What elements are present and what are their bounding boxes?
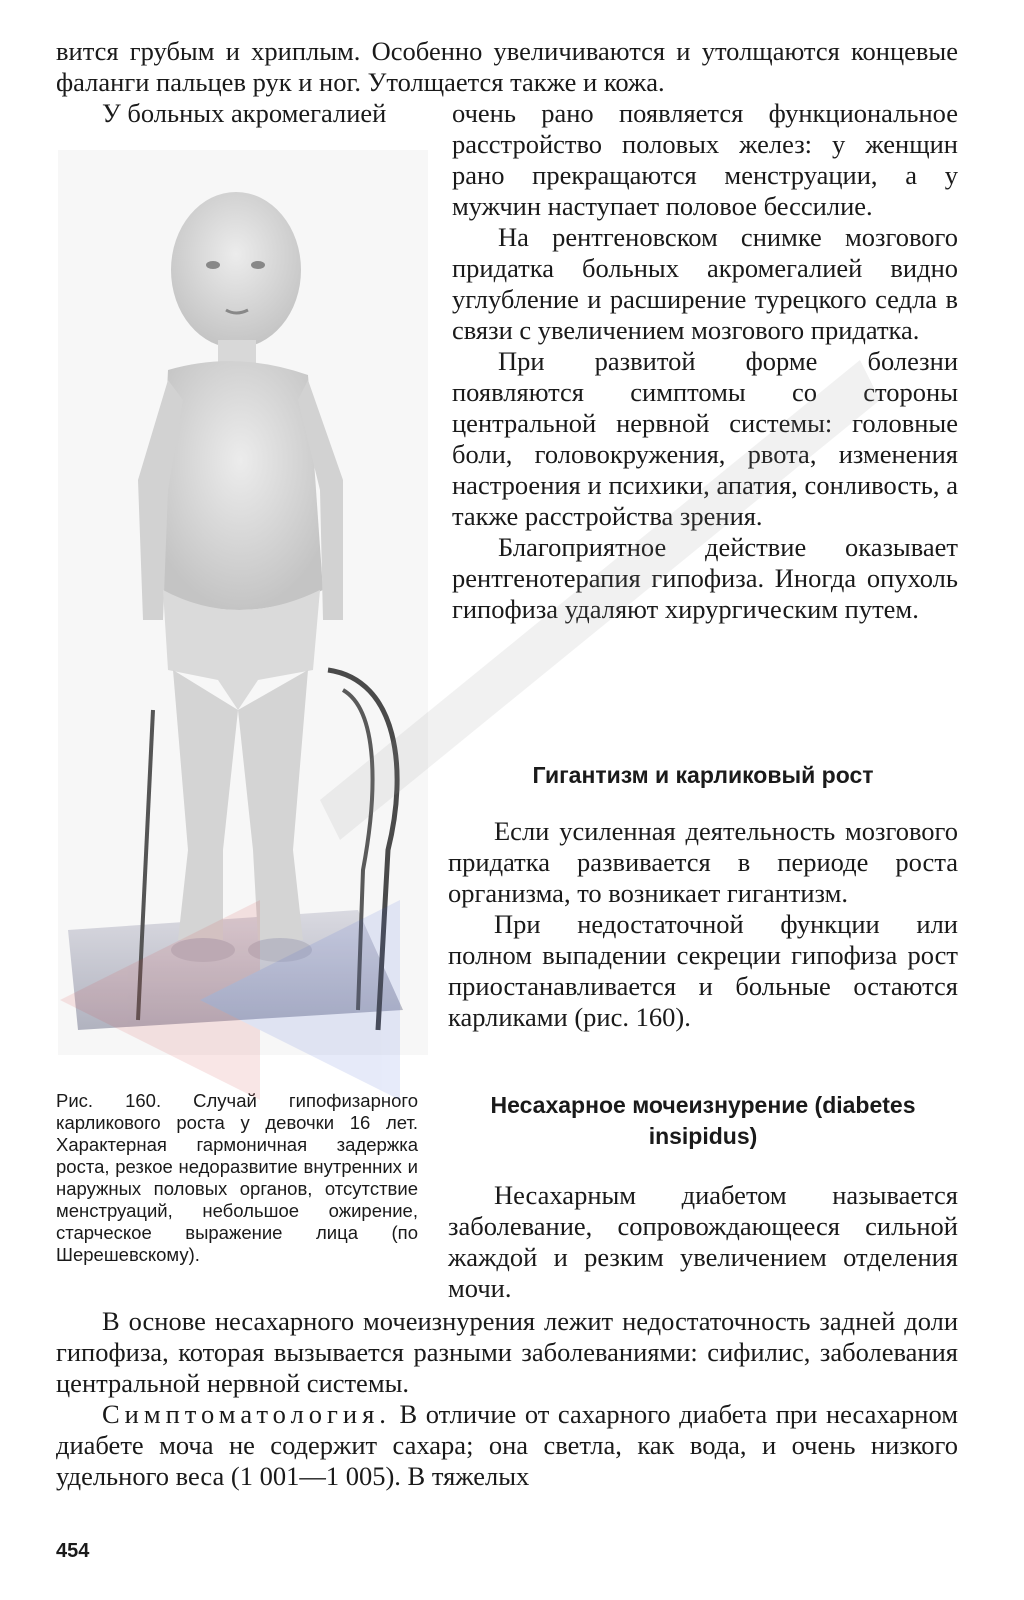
right-column-top <box>452 98 958 625</box>
bottom-text <box>56 1306 958 1492</box>
paragraph-symptomatology <box>56 1399 958 1492</box>
photo-girl-dwarfism <box>58 150 428 1055</box>
intro-lead <box>56 98 446 129</box>
figure-photo <box>58 150 428 1055</box>
paragraph-diabetes-definition: Несахарным диабетом называется заболевание, сопровождающееся сильной жаждой и резким увеличением отделения мочи. <box>448 1180 958 1303</box>
symptomatology-lead: Симптоматология. <box>102 1399 391 1429</box>
paragraph-cns-symptoms: При развитой форме болезни появляются симптомы со стороны центральной нервной системы: головные боли, головокружения, рвота, изменения настроения и психики, апатия, сонливость, а также расстройства зрения. <box>452 346 958 531</box>
paragraph-cause: В основе несахарного мочеизнурения лежит недостаточность задней доли гипофиза, которая вызывается разными заболеваниями: сифилис, заболевания центральной нервной системы. <box>56 1306 958 1398</box>
symptomatology-text: В отличие от сахарного диабета при несахарном диабете моча не содержит сахара; она светла, как вода, и очень низкого удельного веса (1 001—1 005). В тяжелых <box>56 1399 958 1491</box>
page-number: 454 <box>56 1540 90 1562</box>
section-heading-diabetes-insipidus: Несахарное мочеизнурение (diabetes insipidus) <box>490 1092 916 1149</box>
paragraph-xray: На рентгеновском снимке мозгового придатка больных акромегалией видно углубление и расширение турецкого седла в связи с увеличением мозгового придатка. <box>452 222 958 345</box>
right-column-bottom <box>448 1180 958 1304</box>
intro-text <box>56 36 958 98</box>
paragraph-dwarfism: При недостаточной функции или полном выпадении секреции гипофиза рост приостанавливается и больные остаются карликами (рис. 160). <box>448 909 958 1032</box>
section-heading-gigantism: Гигантизм и карликовый рост <box>532 762 874 788</box>
paragraph-gonads: очень рано появляется функциональное расстройство половых желез: у женщин рано прекращаются менструации, а у мужчин наступает половое бессилие. <box>452 98 958 221</box>
paragraph-treatment: Благоприятное действие оказывает рентгенотерапия гипофиза. Иногда опухоль гипофиза удаляют хирургическим путем. <box>452 532 958 624</box>
acromegaly-lead: У больных акромегалией <box>102 98 387 128</box>
right-column-middle <box>448 816 958 1033</box>
figure-caption: Рис. 160. Случай гипофизарного карликового роста у девочки 16 лет. Характерная гармоничная задержка роста, резкое недоразвитие внутренних и наружных половых органов, отсутствие менструаций, небольшое ожирение, старческое выражение лица (по Шерешевскому). <box>56 1090 418 1265</box>
paragraph-gigantism: Если усиленная деятельность мозгового придатка развивается в периоде роста организма, то возникает гигантизм. <box>448 816 958 908</box>
intro-paragraph: вится грубым и хриплым. Особенно увеличиваются и утолщаются концевые фаланги пальцев рук и ног. Утолщается также и кожа. <box>56 36 958 97</box>
